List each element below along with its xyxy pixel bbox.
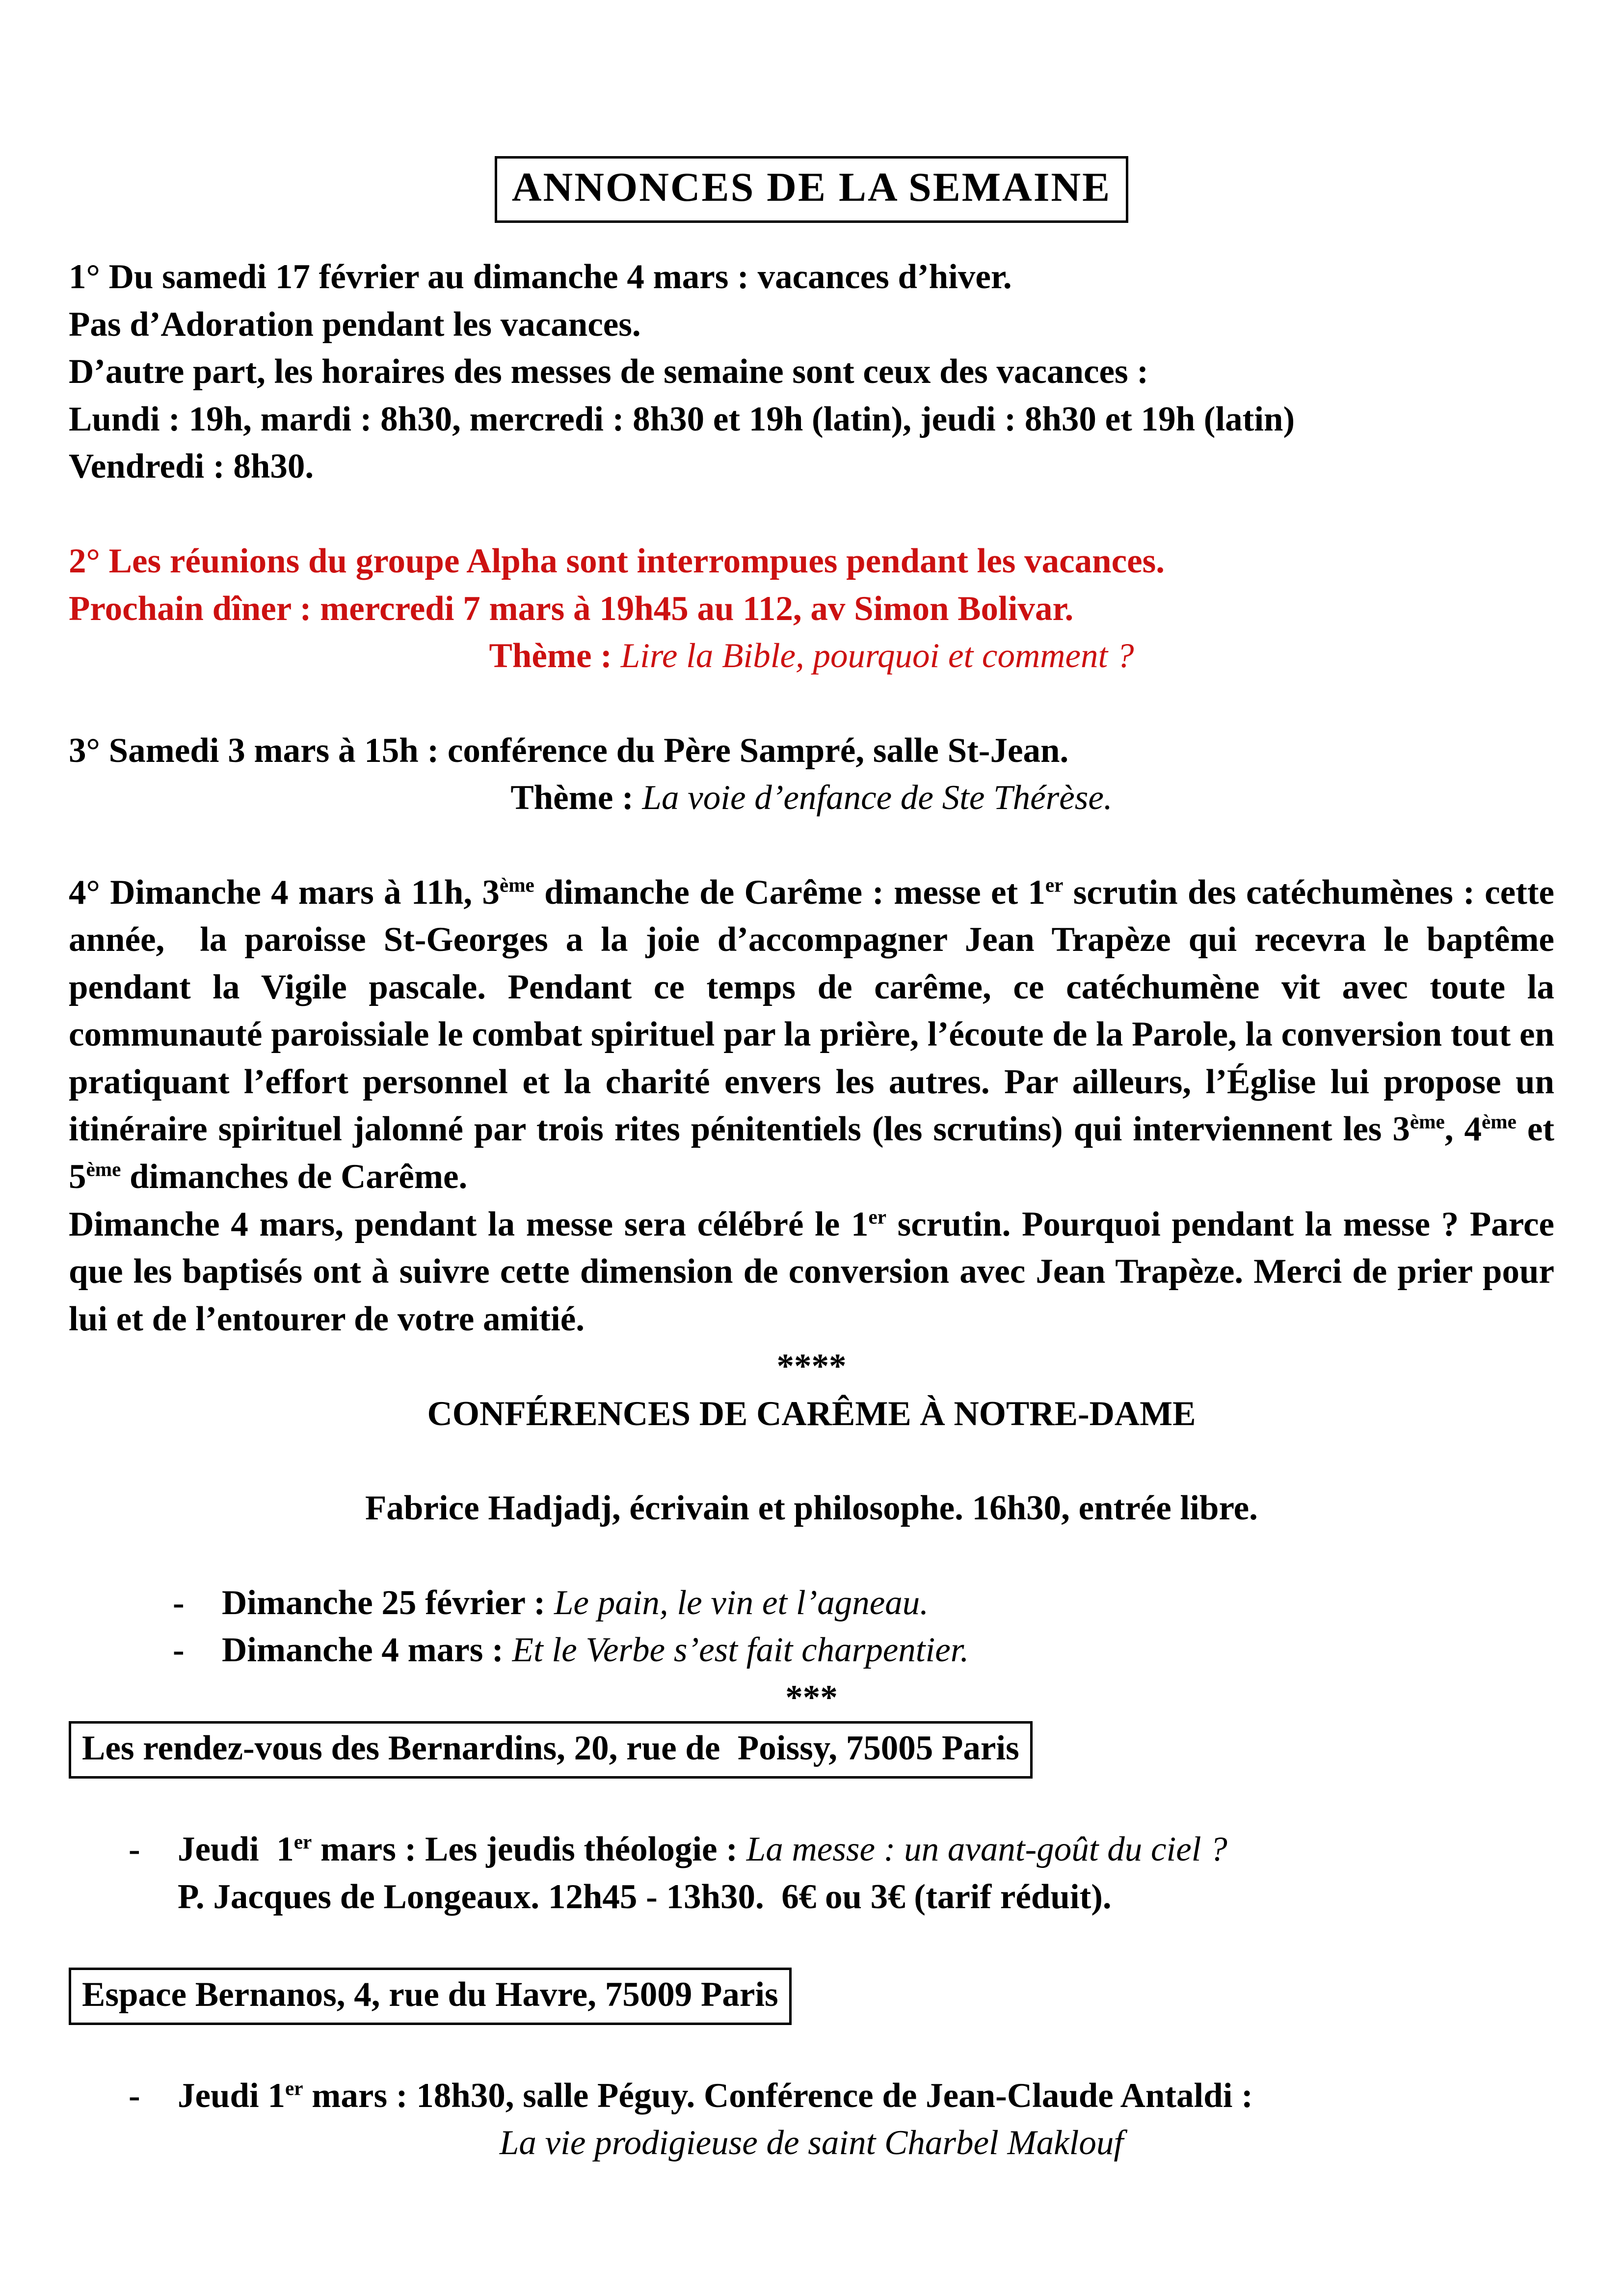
bernardins-box-row xyxy=(69,1721,1554,1779)
bernardins-item xyxy=(129,1826,1554,1920)
alpha-line-1: 2° Les réunions du groupe Alpha sont interrompues pendant les vacances. xyxy=(69,541,1165,580)
superscript: ème xyxy=(499,873,534,896)
lecture-title: Le pain, le vin et l’agneau. xyxy=(545,1583,929,1622)
bernanos-item xyxy=(129,2072,1554,2120)
vacances-line-1: 1° Du samedi 17 février au dimanche 4 mars : vacances d’hiver. xyxy=(69,258,1012,297)
bernanos-item-text xyxy=(178,2072,1554,2120)
separator-three-stars: *** xyxy=(785,1678,838,1717)
superscript: ème xyxy=(1482,1110,1517,1133)
alpha-line-2: Prochain dîner : mercredi 7 mars à 19h45 au 112, av Simon Bolivar. xyxy=(69,589,1074,628)
lecture-date: Dimanche 25 février : xyxy=(222,1583,546,1622)
list-dash: - xyxy=(173,1631,185,1670)
lecture-title: Et le Verbe s’est fait charpentier. xyxy=(503,1631,969,1670)
sampre-theme-line xyxy=(69,774,1554,822)
lecture-item-text xyxy=(222,1626,1554,1674)
superscript: er xyxy=(868,1205,887,1228)
bernardins-box-title: Les rendez-vous des Bernardins, 20, rue de Poissy, 75005 Paris xyxy=(69,1721,1033,1779)
event-date: Jeudi 1 xyxy=(178,2076,285,2115)
bernanos-item-subtitle: La vie prodigieuse de saint Charbel Maklouf xyxy=(499,2124,1124,2162)
vacances-line-5: Vendredi : 8h30. xyxy=(69,447,314,486)
spacer xyxy=(69,822,1554,869)
bernardins-item-text xyxy=(178,1826,1554,1920)
event-title: La messe : un avant-goût du ciel ? xyxy=(737,1830,1227,1868)
text-segment: Dimanche 4 mars, pendant la messe sera célébré le 1 xyxy=(69,1205,869,1243)
text-segment: dimanche de Carême : messe et 1 xyxy=(534,873,1045,912)
lecture-item-text xyxy=(222,1579,1554,1627)
event-details: P. Jacques de Longeaux. 12h45 - 13h30. 6€ ou 3€ (tarif réduit). xyxy=(178,1877,1112,1916)
notredame-heading: CONFÉRENCES DE CARÊME À NOTRE-DAME xyxy=(427,1394,1196,1433)
page-title: ANNONCES DE LA SEMAINE xyxy=(495,156,1128,223)
text-segment: , 4 xyxy=(1444,1110,1482,1149)
spacer xyxy=(69,680,1554,727)
superscript: er xyxy=(285,2076,303,2099)
theme-title: La voie d’enfance de Ste Thérèse. xyxy=(633,779,1113,817)
sampre-conference-line: 3° Samedi 3 mars à 15h : conférence du Père Sampré, salle St-Jean. xyxy=(69,731,1069,770)
superscript: er xyxy=(293,1830,312,1853)
spacer xyxy=(69,490,1554,538)
lecture-item xyxy=(173,1579,1554,1627)
lecture-date: Dimanche 4 mars : xyxy=(222,1631,504,1670)
text-segment: dimanches de Carême. xyxy=(121,1157,468,1196)
text-segment: scrutin des catéchumènes : cette année, la paroisse St-Georges a la joie d’accompagner Jean Trapèze qui recevra le baptême pendant la Vigile pascale. Pendant ce temps de carême, ce catéchumène vit avec toute la communauté paroissiale le combat spirituel par la prière, l’écoute de la Parole, la conversion tout en pratiquant l’effort personnel et la charité envers les autres. Par ailleurs, l’Église lui propose un itinéraire spirituel jalonné par trois rites pénitentiels (les scrutins) qui interviennent les 3 xyxy=(69,873,1563,1149)
spacer xyxy=(69,1532,1554,1579)
superscript: ème xyxy=(86,1158,121,1181)
notredame-speaker-line: Fabrice Hadjadj, écrivain et philosophe. 16h30, entrée libre. xyxy=(365,1489,1258,1528)
scrutin-paragraph-1 xyxy=(69,869,1563,1201)
list-dash: - xyxy=(173,1583,185,1622)
theme-label: Thème : xyxy=(489,637,612,675)
spacer xyxy=(69,223,1554,253)
text-segment: et 5 xyxy=(69,1110,1563,1196)
separator-four-stars: **** xyxy=(776,1347,847,1386)
superscript: ème xyxy=(1410,1110,1445,1133)
bernanos-box-title: Espace Bernanos, 4, rue du Havre, 75009 Paris xyxy=(69,1968,792,2025)
list-dash: - xyxy=(129,2076,140,2115)
bernanos-box-row xyxy=(69,1968,1554,2025)
vacances-line-2: Pas d’Adoration pendant les vacances. xyxy=(69,305,641,344)
event-date: Jeudi 1 xyxy=(178,1830,294,1868)
superscript: er xyxy=(1045,873,1064,896)
spacer xyxy=(69,1920,1554,1968)
vacances-line-3: D’autre part, les horaires des messes de semaine sont ceux des vacances : xyxy=(69,352,1149,391)
vacances-line-4: Lundi : 19h, mardi : 8h30, mercredi : 8h30 et 19h (latin), jeudi : 8h30 et 19h (latin) xyxy=(69,400,1295,438)
scrutin-paragraph-2 xyxy=(69,1201,1563,1343)
spacer xyxy=(69,1437,1554,1485)
theme-title: Lire la Bible, pourquoi et comment ? xyxy=(612,637,1134,675)
text-segment: scrutin. Pourquoi pendant la messe ? Parce que les baptisés ont à suivre cette dimension de conversion avec Jean Trapèze. Merci de prier pour lui et de l’entourer de votre amitié. xyxy=(69,1205,1563,1338)
list-dash: - xyxy=(129,1830,140,1868)
lecture-item xyxy=(173,1626,1554,1674)
event-label: mars : Les jeudis théologie : xyxy=(312,1830,738,1868)
title-row xyxy=(69,156,1554,223)
alpha-theme-line xyxy=(69,632,1554,680)
text-segment: 4° Dimanche 4 mars à 11h, 3 xyxy=(69,873,500,912)
spacer xyxy=(69,1779,1554,1826)
theme-label: Thème : xyxy=(510,779,634,817)
event-label: mars : 18h30, salle Péguy. Conférence de Jean-Claude Antaldi : xyxy=(303,2076,1253,2115)
spacer xyxy=(69,2025,1554,2072)
